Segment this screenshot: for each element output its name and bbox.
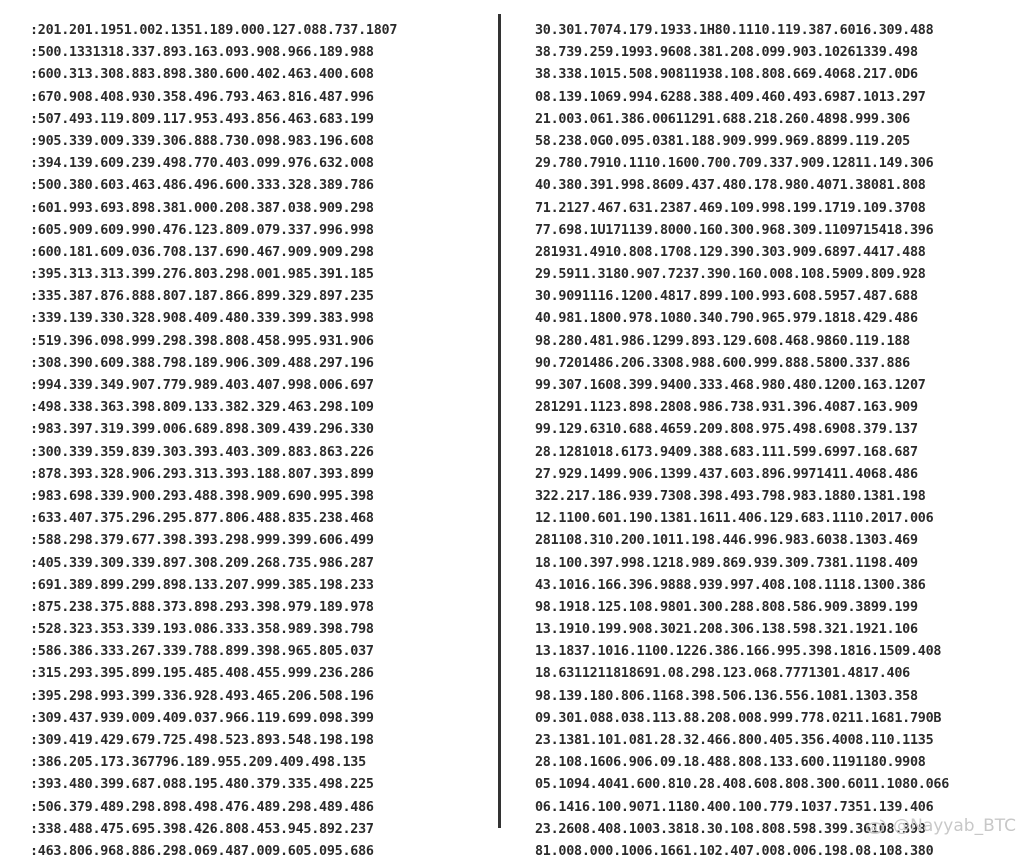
number-line: 12.1100.601.190.1381.1611.406.129.683.1110.2017.006 xyxy=(535,511,934,527)
number-line: 98.1918.125.108.9801.300.288.808.586.909.3899.199 xyxy=(535,599,918,615)
number-line: :586.386.333.267.339.788.899.398.965.805.037 xyxy=(30,644,374,660)
number-line: :691.389.899.299.898.133.207.999.385.198.233 xyxy=(30,577,374,593)
number-line: 29.5911.3180.907.7237.390.160.008.108.5909.809.928 xyxy=(535,267,926,283)
number-line: :335.387.876.888.807.187.866.899.329.897.235 xyxy=(30,289,374,305)
number-line: :633.407.375.296.295.877.806.488.835.238.468 xyxy=(30,511,374,527)
number-line: :405.339.309.339.897.308.209.268.735.986.287 xyxy=(30,555,374,571)
number-line: 281291.1123.898.2808.986.738.931.396.4087.163.909 xyxy=(535,400,918,416)
number-line: :463.806.968.886.298.069.487.009.605.095.686 xyxy=(30,843,374,859)
number-line: 99.307.1608.399.9400.333.468.980.480.1200.163.1207 xyxy=(535,378,926,393)
number-line: 40.380.391.998.8609.437.480.178.980.4071.38081.808 xyxy=(535,178,926,194)
number-line: 40.981.1800.978.1080.340.790.965.979.1818.429.486 xyxy=(535,311,918,327)
number-line: :394.139.609.239.498.770.403.099.976.632.008 xyxy=(30,156,374,172)
number-line: :500.380.603.463.486.496.600.333.328.389.786 xyxy=(30,178,374,194)
number-line: 281108.310.200.1011.198.446.996.983.6038.1303.469 xyxy=(535,533,918,549)
number-line: :588.298.379.677.398.393.298.999.399.606.499 xyxy=(30,533,374,549)
number-line: 281931.4910.808.1708.129.390.303.909.6897.4417.488 xyxy=(535,244,926,260)
number-line: 06.1416.100.9071.1180.400.100.779.1037.7351.139.406 xyxy=(535,799,934,815)
number-line: 28.1281018.6173.9409.388.683.111.599.6997.168.687 xyxy=(535,444,918,460)
number-line: :905.339.009.339.306.888.730.098.983.196.608 xyxy=(30,133,374,149)
number-line: :308.390.609.388.798.189.906.309.488.297.196 xyxy=(30,355,374,371)
number-line: :309.437.939.009.409.037.966.119.699.098.399 xyxy=(30,710,374,726)
number-line: 23.2608.408.1003.3818.30.108.808.598.399.36108.398 xyxy=(535,821,926,837)
number-line: 90.7201486.206.3308.988.600.999.888.5800.337.886 xyxy=(535,355,910,371)
number-line: 58.238.0G0.095.0381.188.909.999.969.8899.119.205 xyxy=(535,133,910,149)
number-line: 13.1837.1016.1100.1226.386.166.995.398.1816.1509.408 xyxy=(535,644,942,660)
number-line: 38.739.259.1993.9608.381.208.099.903.10261339.498 xyxy=(535,45,918,61)
number-line: :994.339.349.907.779.989.403.407.998.006.697 xyxy=(30,378,374,393)
number-line: :315.293.395.899.195.485.408.455.999.236.286 xyxy=(30,666,374,682)
watermark xyxy=(865,816,1016,836)
number-line: :983.698.339.900.293.488.398.909.690.995.398 xyxy=(30,488,374,504)
number-line: :506.379.489.298.898.498.476.489.298.489.486 xyxy=(30,799,374,815)
number-line: :395.313.313.399.276.803.298.001.985.391.185 xyxy=(30,267,374,283)
number-line: :309.419.429.679.725.498.523.893.548.198.198 xyxy=(30,733,374,748)
number-line: :601.993.693.898.381.000.208.387.038.909.298 xyxy=(30,200,374,216)
number-line: :600.181.609.036.708.137.690.467.909.909.298 xyxy=(30,244,374,260)
number-line: :498.338.363.398.809.133.382.329.463.298.109 xyxy=(30,400,374,416)
number-line: 08.139.1069.994.6288.388.409.460.493.6987.1013.297 xyxy=(535,89,926,105)
number-line: 71.2127.467.631.2387.469.109.998.199.1719.109.3708 xyxy=(535,200,926,216)
number-line: :670.908.408.930.358.496.793.463.816.487.996 xyxy=(30,89,374,105)
number-line: :528.323.353.339.193.086.333.358.989.398.798 xyxy=(30,622,374,638)
watermark-text: @Nayyab_BTC xyxy=(893,816,1016,836)
number-line: :600.313.308.883.898.380.600.402.463.400.608 xyxy=(30,67,374,83)
number-line: 21.003.061.386.00611291.688.218.260.4898.999.306 xyxy=(535,111,910,127)
number-line: 09.301.088.038.113.88.208.008.999.778.0211.1681.790B xyxy=(535,710,942,726)
number-line: :338.488.475.695.398.426.808.453.945.892.237 xyxy=(30,821,374,837)
number-line: :983.397.319.399.006.689.898.309.439.296.330 xyxy=(30,422,374,438)
number-line: :519.396.098.999.298.398.808.458.995.931.906 xyxy=(30,333,374,349)
number-line: :300.339.359.839.303.393.403.309.883.863.226 xyxy=(30,444,374,460)
number-line: :201.201.1951.002.1351.189.000.127.088.737.1807 xyxy=(30,23,398,38)
number-line: :395.298.993.399.336.928.493.465.206.508.196 xyxy=(30,688,374,704)
number-line: 98.139.180.806.1168.398.506.136.556.1081.1303.358 xyxy=(535,688,918,704)
right-number-column xyxy=(535,20,965,863)
number-line: 28.108.1606.906.09.18.488.808.133.600.1191180.9908 xyxy=(535,755,926,771)
number-line: 99.129.6310.688.4659.209.808.975.498.6908.379.137 xyxy=(535,422,918,438)
left-number-column xyxy=(30,20,425,863)
column-divider xyxy=(498,14,501,828)
number-line: 81.008.000.1006.1661.102.407.008.006.198.08.108.380 xyxy=(535,843,934,859)
number-line: 322.217.186.939.7308.398.493.798.983.1880.1381.198 xyxy=(535,488,926,504)
weibo-logo-icon xyxy=(865,818,887,834)
number-line: :339.139.330.328.908.409.480.339.399.383.998 xyxy=(30,311,374,327)
number-line: :386.205.173.367796.189.955.209.409.498.135 xyxy=(30,755,366,771)
number-line: 13.1910.199.908.3021.208.306.138.598.321.1921.106 xyxy=(535,622,918,638)
number-line: 30.301.7074.179.1933.1H80.1110.119.387.6016.309.488 xyxy=(535,23,934,38)
number-line: :507.493.119.809.117.953.493.856.463.683.199 xyxy=(30,111,374,127)
number-line: :878.393.328.906.293.313.393.188.807.393.899 xyxy=(30,466,374,482)
number-line: :393.480.399.687.088.195.480.379.335.498.225 xyxy=(30,777,374,793)
number-line: 38.338.1015.508.90811938.108.808.669.4068.217.0D6 xyxy=(535,67,918,83)
number-line: :875.238.375.888.373.898.293.398.979.189.978 xyxy=(30,599,374,615)
number-line: 27.929.1499.906.1399.437.603.896.9971411.4068.486 xyxy=(535,466,918,482)
number-line: 29.780.7910.1110.1600.700.709.337.909.12811.149.306 xyxy=(535,156,934,172)
number-line: 98.280.481.986.1299.893.129.608.468.9860.119.188 xyxy=(535,333,910,349)
number-line: :500.1331318.337.893.163.093.908.966.189.988 xyxy=(30,45,374,61)
number-line: 43.1016.166.396.9888.939.997.408.108.1118.1300.386 xyxy=(535,577,926,593)
number-line: 05.1094.4041.600.810.28.408.608.808.300.6011.1080.066 xyxy=(535,777,950,793)
number-line: :605.909.609.990.476.123.809.079.337.996.998 xyxy=(30,222,374,238)
number-line: 30.9091116.1200.4817.899.100.993.608.5957.487.688 xyxy=(535,289,918,305)
number-line: 23.1381.101.081.28.32.466.800.405.356.4008.110.1135 xyxy=(535,733,934,748)
number-line: 18.6311211818691.08.298.123.068.7771301.4817.406 xyxy=(535,666,910,682)
number-line: 18.100.397.998.1218.989.869.939.309.7381.1198.409 xyxy=(535,555,918,571)
number-line: 77.698.1U171139.8000.160.300.968.309.1109715418.396 xyxy=(535,222,934,238)
